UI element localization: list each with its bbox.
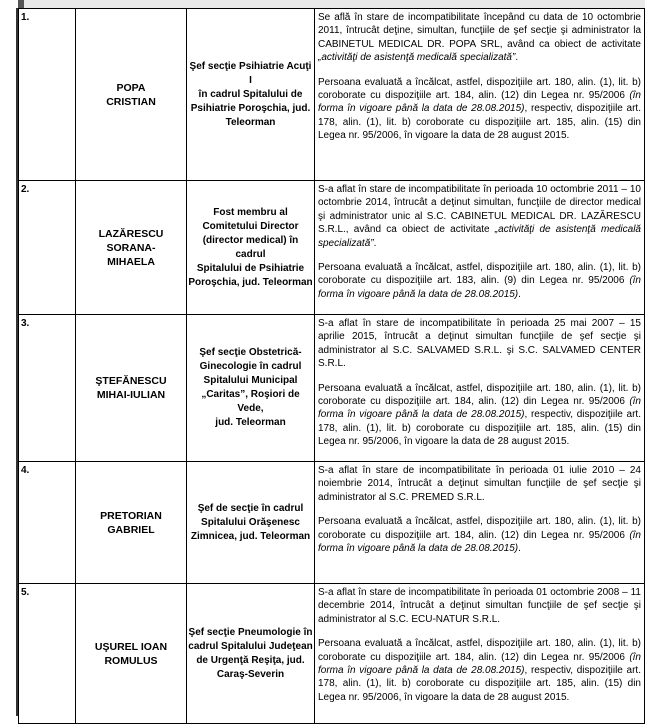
row-number: 4. — [19, 462, 76, 584]
violation-statement — [318, 76, 641, 143]
person-role-line: Şef secţie Obstetrică- — [199, 347, 302, 358]
italic-text-segment: (în forma în vigoare până la data de 28.08.2015) — [318, 529, 641, 555]
top-scroll-strip — [0, 0, 650, 8]
text-segment: Se află în stare de incompatibilitate începând cu data de 10 octombrie 2011, întrucât deţine, simultan, funcţiile de şef secţie şi administrator la CABINETUL MEDICAL DR. POPA SRL, având ca obiect de activitate — [318, 12, 641, 50]
incompatibility-statement — [318, 183, 641, 250]
person-role — [187, 462, 315, 584]
table-row — [19, 9, 645, 181]
person-role-line: în cadrul Spitalului de — [198, 88, 303, 100]
person-role-line: Zimnicea, jud. Teleorman — [190, 530, 311, 542]
text-segment: , respectiv, dispoziţiile art. 178, alin. (1), lit. b) coroborate cu dispoziţiile art. 185, alin. (15) din Legea nr. 95/2006, în vigoare la data de 28 august 2015. — [318, 409, 641, 448]
row-number: 2. — [19, 181, 76, 315]
violation-statement — [318, 637, 641, 704]
italic-text-segment: (în forma în vigoare până la data de 28.08.2015) — [318, 275, 641, 300]
person-name-line: ŞTEFĂNESCU — [95, 375, 167, 387]
person-name-line: CRISTIAN — [106, 95, 156, 108]
person-role-line: (director medical) în cadrul — [202, 234, 299, 260]
person-name-line: UŞUREL IOAN — [94, 640, 168, 653]
person-role — [187, 181, 315, 315]
person-name-line: GABRIEL — [107, 523, 155, 536]
violation-statement — [318, 382, 641, 449]
text-segment: S-a aflat în stare de incompatibilitate în perioada 25 mai 2007 – 15 aprilie 2015, întrucât a deţinut simultan funcţiile de şef secţie şi administrator al S.C. SALVAMED S.R.L. şi S.C. SALVAMED CENTER S.R.L. — [318, 318, 641, 370]
person-role-line: Şef secţie Psihiatrie Acuţi I — [189, 60, 312, 86]
person-name — [76, 315, 187, 462]
italic-text-segment: (în forma în vigoare până la data de 28.08.2015) — [318, 651, 641, 677]
person-name-line: SORANA- — [106, 241, 156, 254]
text-segment: . — [515, 52, 519, 64]
row-number: 5. — [19, 584, 76, 724]
table-row — [19, 462, 645, 584]
row-description — [315, 462, 645, 584]
text-segment: Persoana evaluată a încălcat, astfel, dispoziţiile art. 180, alin. (1), lit. b) coroborate cu dispoziţiile art. 184, alin. (12) din Legea nr. 95/2006 — [318, 638, 641, 663]
italic-text-segment: „activităţi de asistenţă medicală specializată” — [318, 224, 641, 249]
person-role-line: Şef secţie Pneumologie în — [188, 626, 313, 638]
person-name-line: POPA — [116, 81, 146, 94]
person-name-line: ROMULUS — [104, 654, 158, 667]
person-role — [187, 584, 315, 724]
person-role-line: „Caritas”, Roşiori de Vede, — [201, 389, 300, 414]
table-body — [19, 9, 645, 724]
incompatibility-statement — [318, 464, 641, 504]
text-segment: Persoana evaluată a încălcat, astfel, dispoziţiile art. 180, alin. (1), lit. b) coroborate cu dispoziţiile art. 184, alin. (12) din Legea nr. 95/2006 — [318, 382, 641, 408]
person-name-line: MIHAELA — [107, 255, 155, 268]
person-role-line: Şef de secţie în cadrul — [197, 502, 304, 514]
incompatibility-statement — [318, 317, 641, 371]
person-role-line: Comitetului Director — [202, 220, 299, 232]
person-role-line: Ginecologie în cadrul — [199, 361, 302, 372]
italic-text-segment: „activităţi de asistenţă medicală specializată” — [318, 52, 516, 64]
table-row — [19, 584, 645, 724]
incompatibility-statement — [318, 11, 641, 65]
left-border-rule — [0, 8, 18, 716]
person-role-line: Teleorman — [225, 116, 276, 128]
text-segment: . — [518, 543, 521, 555]
text-segment: , respectiv, dispoziţiile art. 178, alin. (1), lit. b) coroborate cu dispoziţiile art. 185, alin. (15) din Legea nr. 95/2006, în vigoare la data de 28 august 2015. — [318, 665, 641, 703]
table-row — [19, 315, 645, 462]
person-name-line: PRETORIAN — [100, 509, 162, 522]
person-role-line: de Urgenţă Reşiţa, jud. — [196, 654, 305, 666]
text-segment: S-a aflat în stare de incompatibilitate în perioada 01 octombrie 2008 – 11 decembrie 2014, întrucât a deţinut simultan funcţiile de şef secţie şi administrator al S.C. ECU-NATUR S.R.L. — [318, 587, 641, 625]
person-name-line: LAZĂRESCU — [98, 227, 164, 240]
row-number: 1. — [19, 9, 76, 181]
violation-statement — [318, 261, 641, 301]
person-role-line: jud. Teleorman — [215, 417, 286, 428]
person-name — [76, 462, 187, 584]
person-role-line: Poroşchia, jud. Teleorman — [188, 276, 313, 288]
person-role-line: Psihiatrie Poroşchia, jud. — [190, 102, 311, 114]
person-name — [76, 584, 187, 724]
text-segment: , respectiv, dispoziţiile art. 178, alin. (1), lit. b) coroborate cu dispoziţiile art. 185, alin. (15) din Legea nr. 95/2006, în vigoare la data de 28 august 2015. — [318, 103, 641, 142]
person-name — [76, 9, 187, 181]
person-role-line: Spitalului Orăşenesc — [201, 516, 300, 528]
violation-statement — [318, 515, 641, 555]
person-name — [76, 181, 187, 315]
text-segment: S-a aflat în stare de incompatibilitate în perioada 01 iulie 2010 – 24 noiembrie 2014, întrucât a deţinut simultan funcţiile de şef secţie şi administrator al S.C. PREMED S.R.L. — [318, 465, 641, 503]
text-segment: S-a aflat în stare de incompatibilitate în perioada 10 octombrie 2011 – 10 octombrie 2014, întrucât a deţinut simultan, funcţiile de director medical şi administrator unic al S.C. CABINETUL MEDICAL DR. LAZĂRESCU S.R.L., având ca obiect de activitate — [318, 184, 641, 236]
incompatibility-statement — [318, 586, 641, 626]
italic-text-segment: (în forma în vigoare până la data de 28.08.2015) — [318, 396, 641, 421]
italic-text-segment: (în forma în vigoare până la data de 28.08.2015) — [318, 90, 641, 115]
person-role-line: Spitalului Municipal — [203, 375, 298, 386]
text-segment: . — [518, 288, 521, 300]
table-row — [19, 181, 645, 315]
person-role — [187, 9, 315, 181]
row-description — [315, 315, 645, 462]
row-number: 3. — [19, 315, 76, 462]
person-role-line: Fost membru al — [213, 206, 288, 218]
person-role — [187, 315, 315, 462]
person-name-line: MIHAI-IULIAN — [96, 389, 166, 401]
row-description — [315, 181, 645, 315]
row-description — [315, 584, 645, 724]
text-segment: Persoana evaluată a încălcat, astfel, dispoziţiile art. 180, alin. (1), lit. b) coroborate cu dispoziţiile art. 184, alin. (12) din Legea nr. 95/2006 — [318, 76, 641, 102]
top-strip-marker — [18, 0, 24, 8]
text-segment: . — [373, 237, 377, 249]
person-role-line: Spitalului de Psihiatrie — [196, 262, 305, 274]
person-role-line: cadrul Spitalului Judeţean — [188, 640, 313, 652]
person-role-line: Caraş-Severin — [216, 668, 285, 680]
row-description — [315, 9, 645, 181]
text-segment: Persoana evaluată a încălcat, astfel, dispoziţiile art. 180, alin. (1), lit. b) coroborate cu dispoziţiile art. 184, alin. (12) din Legea nr. 95/2006 — [318, 516, 641, 541]
text-segment: Persoana evaluată a încălcat, astfel, dispoziţiile art. 180, alin. (1), lit. b) coroborate cu dispoziţiile art. 183, alin. (9) din Legea nr. 95/2006 — [318, 262, 641, 287]
incompatibility-table — [18, 8, 645, 724]
